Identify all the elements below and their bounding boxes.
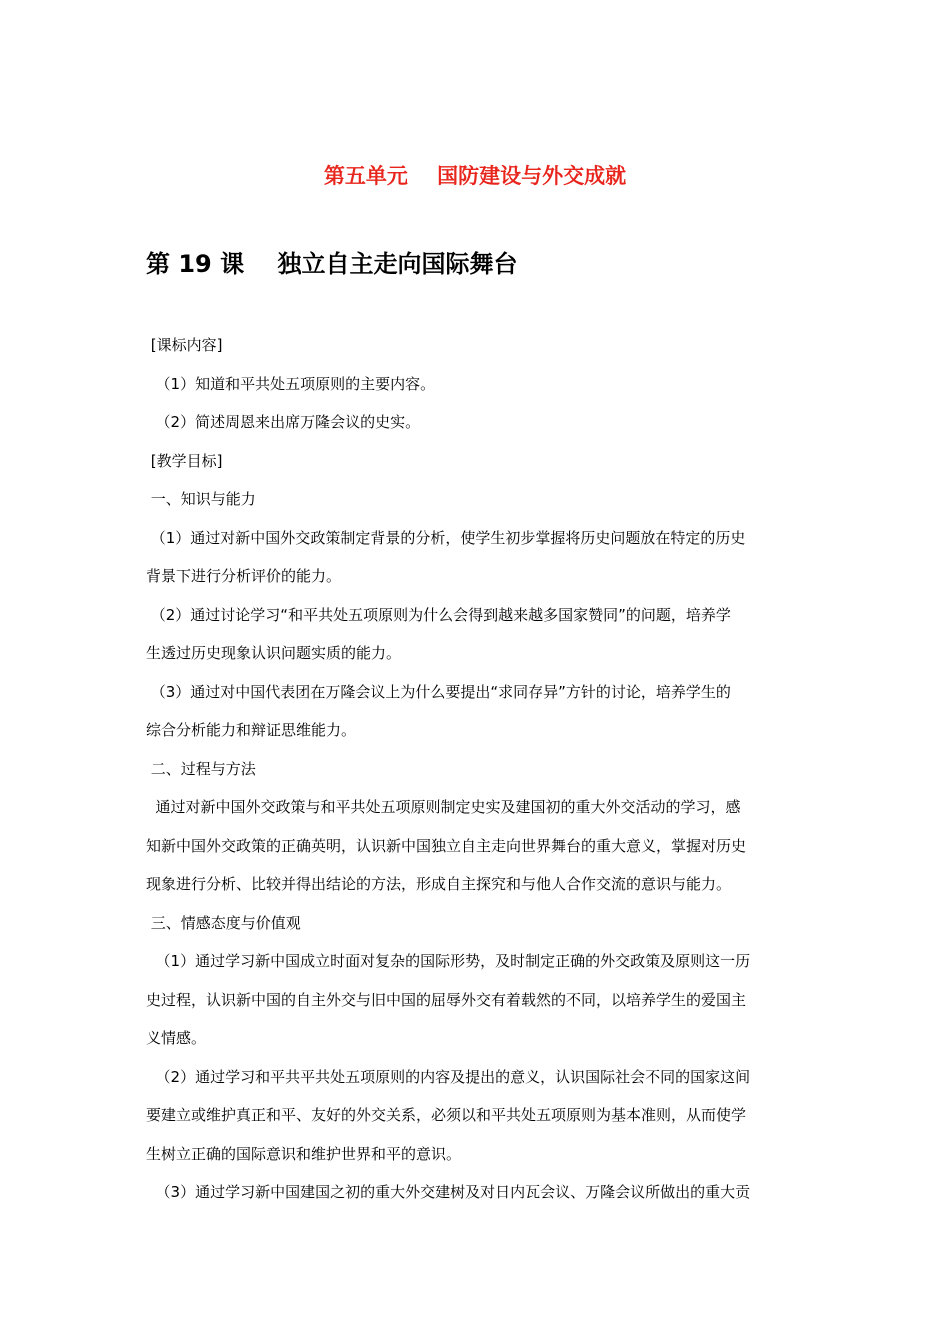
- lesson-title: 第 19 课 独立自主走向国际舞台: [146, 250, 518, 278]
- text-line: 综合分析能力和辩证思维能力。: [146, 721, 357, 739]
- text-line: （2）简述周恩来出席万隆会议的史实。: [146, 413, 421, 431]
- text-line: （1）通过对新中国外交政策制定背景的分析，使学生初步掌握将历史问题放在特定的历史: [146, 528, 746, 547]
- text-line: 二、过程与方法: [146, 759, 256, 778]
- text-line: [课标内容]: [146, 336, 223, 354]
- text-line: 义情感。: [146, 1029, 207, 1047]
- text-line: 生透过历史现象认识问题实质的能力。: [146, 644, 402, 662]
- text-line: （2）通过讨论学习“和平共处五项原则为什么会得到越来越多国家赞同”的问题，培养学: [146, 605, 731, 624]
- text-line: 生树立正确的国际意识和维护世界和平的意识。: [146, 1144, 462, 1163]
- text-line: [教学目标]: [146, 451, 223, 470]
- text-line: 要建立或维护真正和平、友好的外交关系，必须以和平共处五项原则为基本准则，从而使学: [146, 1106, 747, 1124]
- text-line: 现象进行分析、比较并得出结论的方法，形成自主探究和与他人合作交流的意识与能力。: [146, 875, 732, 893]
- text-line: （3）通过学习新中国建国之初的重大外交建树及对日内瓦会议、万隆会议所做出的重大贡: [146, 1183, 751, 1201]
- unit-title: 第五单元 国防建设与外交成就: [323, 164, 627, 188]
- text-line: 通过对新中国外交政策与和平共处五项原则制定史实及建国初的重大外交活动的学习，感: [146, 798, 741, 816]
- body-text: [146, 326, 810, 1212]
- text-line: 背景下进行分析评价的能力。: [146, 567, 342, 585]
- text-line: （1）知道和平共处五项原则的主要内容。: [146, 374, 436, 393]
- text-line: 史过程，认识新中国的自主外交与旧中国的屈辱外交有着载然的不同，以培养学生的爱国主: [146, 990, 747, 1009]
- text-line: 知新中国外交政策的正确英明，认识新中国独立自主走向世界舞台的重大意义，掌握对历史: [146, 836, 747, 855]
- text-line: （2）通过学习和平共平共处五项原则的内容及提出的意义，认识国际社会不同的国家这间: [146, 1067, 751, 1086]
- text-line: 三、情感态度与价值观: [146, 913, 301, 932]
- text-line: 一、知识与能力: [146, 490, 256, 508]
- text-line: （1）通过学习新中国成立时面对复杂的国际形势，及时制定正确的外交政策及原则这一历: [146, 952, 751, 970]
- text-line: （3）通过对中国代表团在万隆会议上为什么要提出“求同存异”方针的讨论，培养学生的: [146, 682, 731, 701]
